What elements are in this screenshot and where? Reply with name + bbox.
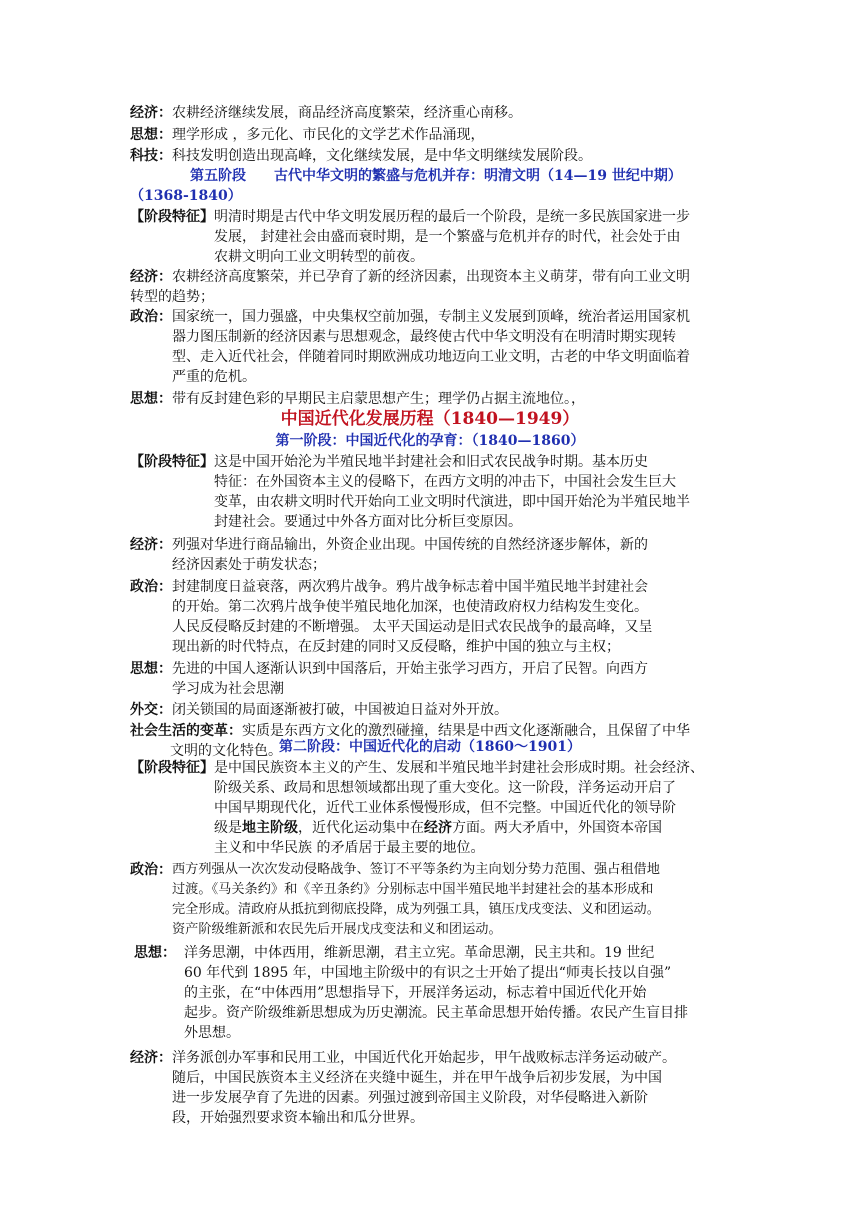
stage2-econ-line: 洋务派创办军事和民用工业，中国近代化开始起步，甲午战败标志洋务运动破产。 [172,1050,676,1066]
stage1-social-line: 实质是东西方文化的激烈碰撞，结果是中西文化逐渐融合，且保留了中华 [242,723,690,739]
stage5-politics-line: 严重的危机。 [172,369,256,385]
stage1-thought-line: 先进的中国人逐渐认识到中国落后，开始主张学习西方，开启了民智。向西方 [172,661,648,677]
stage1-feature-label: 【阶段特征】 [130,454,214,470]
tech-paragraph [130,146,730,166]
stage2-feature-line: 是中国民族资本主义的产生、发展和半殖民地半封建社会形成时期。社会经济、 [214,760,704,776]
stage2-thought-paragraph [134,943,734,1043]
stage2-econ-paragraph [130,1048,730,1128]
econ-paragraph [130,103,730,123]
stage2-feature-text: 级是 [214,820,242,836]
stage5-feature-line: 明清时期是古代中华文明发展历程的最后一个阶段，是统一多民族国家进一步 [214,209,690,225]
stage1-politics-line: 的开始。第二次鸦片战争使半殖民地化加深，也使清政府权力结构发生变化。 [172,599,648,615]
stage2-feature-text: ，近代化运动集中在 [298,820,424,836]
stage5-title: 第五阶段 古代中华文明的繁盛与危机并存：明清文明（14—19 世纪中期） [190,168,682,184]
thought-paragraph [130,125,730,145]
stage5-politics-paragraph [130,307,730,387]
stage1-feature-line: 这是中国开始沦为半殖民地半封建社会和旧式农民战争时期。基本历史 [214,454,648,470]
stage5-thought-label: 思想： [130,391,172,407]
stage5-politics-line: 型、走入近代社会，伴随着同时期欧洲成功地迈向工业文明，古老的中华文明面临着 [172,349,690,365]
stage2-feature-text: 方面。两大矛盾中，外国资本帝国 [452,820,662,836]
stage1-diplomacy-label: 外交： [130,702,172,718]
stage2-politics-line: 过渡。《马关条约》和《辛丑条约》分别标志中国半殖民地半封建社会的基本形成和 [172,882,654,897]
stage1-diplomacy-paragraph [130,700,730,720]
stage2-feature-line: 主义和中华民族 的矛盾居于最主要的地位。 [214,840,485,856]
stage1-econ-line: 列强对华进行商品输出，外资企业出现。中国传统的自然经济逐步解体，新的 [172,537,648,553]
stage2-thought-line: 的主张，在“中体西用”思想指导下，开展洋务运动，标志着中国近代化开始 [184,985,647,1001]
stage5-feature-line: 发展， 封建社会由盛而衰时期，是一个繁盛与危机并存的时代，社会处于由 [214,229,681,245]
stage5-politics-label: 政治： [130,309,172,325]
stage2-politics-line: 资产阶级维新派和农民先后开展戊戌变法和义和团运动。 [172,922,502,937]
stage5-thought-text: 带有反封建色彩的早期民主启蒙思想产生；理学仍占据主流地位。， [172,391,585,407]
stage5-econ-line: 农耕经济高度繁荣，并已孕育了新的经济因素，出现资本主义萌芽，带有向工业文明 [172,269,690,285]
econ-label: 经济： [130,105,172,121]
stage5-econ-paragraph [130,267,730,307]
stage2-thought-label: 思想： [134,945,176,961]
stage2-politics-paragraph [130,860,730,940]
stage1-politics-line: 人民反侵略反封建的不断增强。 太平天国运动是旧式农民战争的最高峰，又呈 [172,619,653,635]
thought-label: 思想： [130,127,172,143]
stage5-econ-line: 转型的趋势； [130,289,214,305]
tech-label: 科技： [130,148,172,164]
stage1-thought-paragraph [130,659,730,699]
stage2-econ-line: 段，开始强烈要求资本输出和瓜分世界。 [172,1110,424,1126]
stage1-thought-label: 思想： [130,661,172,677]
stage2-thought-line: 洋务思潮，中体西用，维新思潮，君主立宪。革命思潮，民主共和。19 世纪 [184,945,655,961]
stage2-thought-line: 60 年代到 1895 年，中国地主阶级中的有识之士开始了提出“师夷长技以自强” [184,965,672,981]
tech-text: 科技发明创造出现高峰，文化继续发展，是中华文明继续发展阶段。 [172,148,592,164]
stage2-thought-line: 起步。资产阶级维新思想成为历史潮流。民主革命思想开始传播。农民产生盲目排 [184,1005,688,1021]
stage1-feature-line: 变革，由农耕文明时代开始向工业文明时代演进，即中国开始沦为半殖民地半 [214,494,690,510]
stage1-politics-line: 封建制度日益衰落，两次鸦片战争。鸦片战争标志着中国半殖民地半封建社会 [172,579,648,595]
stage1-feature-paragraph [130,452,730,532]
stage2-thought-line: 外思想。 [184,1025,240,1041]
modern-title: 中国近代化发展历程（1840—1949） [280,409,580,429]
econ-text: 农耕经济继续发展，商品经济高度繁荣，经济重心南移。 [172,105,522,121]
stage1-title: 第一阶段：中国近代化的孕育：（1840—1860） [275,433,585,449]
stage2-feature-paragraph [130,758,730,858]
stage1-feature-line: 特征：在外国资本主义的侵略下，在西方文明的冲击下，中国社会发生巨大 [214,474,676,490]
stage2-feature-emphasis: 地主阶级 [242,820,298,836]
stage1-social-line: 文明的文化特色。 [170,743,282,759]
stage2-feature-line: 中国早期现代化，近代工业体系慢慢形成，但不完整。中国近代化的领导阶 [214,800,676,816]
stage1-feature-line: 封建社会。要通过中外各方面对比分析巨变原因。 [214,514,522,530]
stage2-econ-line: 进一步发展孕育了先进的因素。列强过渡到帝国主义阶段，对华侵略进入新阶 [172,1090,648,1106]
stage1-econ-label: 经济： [130,537,172,553]
stage2-politics-label: 政治： [130,862,172,878]
stage1-politics-paragraph [130,577,730,657]
stage5-feature-line: 农耕文明向工业文明转型的前夜。 [214,249,424,265]
stage1-econ-line: 经济因素处于萌发状态； [172,557,326,573]
stage2-feature-line-4 [214,818,704,838]
stage5-politics-line: 器力图压制新的经济因素与思想观念，最终使古代中华文明没有在明清时期实现转 [172,329,676,345]
stage1-thought-line: 学习成为社会思潮 [172,681,284,697]
stage1-econ-paragraph [130,535,730,575]
thought-text: 理学形成 ，多元化、市民化的文学艺术作品涌现， [172,127,485,143]
stage5-feature-label: 【阶段特征】 [130,209,214,225]
stage2-econ-label: 经济： [130,1050,172,1066]
stage2-econ-line: 随后，中国民族资本主义经济在夹缝中诞生，并在甲午战争后初步发展，为中国 [172,1070,662,1086]
stage2-feature-emphasis: 经济 [424,820,452,836]
stage1-diplomacy-text: 闭关锁国的局面逐渐被打破，中国被迫日益对外开放。 [172,702,508,718]
stage2-feature-label: 【阶段特征】 [130,760,214,776]
stage2-politics-line: 西方列强从一次次发动侵略战争、签订不平等条约为主向划分势力范围、强占租借地 [172,862,660,877]
stage1-politics-label: 政治： [130,579,172,595]
stage1-politics-line: 现出新的时代特点，在反封建的同时又反侵略，维护中国的独立与主权； [172,639,620,655]
stage1-social-label: 社会生活的变革： [130,723,242,739]
stage2-politics-line: 完全形成。清政府从抵抗到彻底投降，成为列强工具，镇压戊戌变法、义和团运动。 [172,902,660,917]
stage5-politics-line: 国家统一，国力强盛，中央集权空前加强，专制主义发展到顶峰，统治者运用国家机 [172,309,690,325]
stage5-feature-paragraph [130,207,730,267]
stage5-econ-label: 经济： [130,269,172,285]
stage2-feature-line: 阶级关系、政局和思想领域都出现了重大变化。这一阶段，洋务运动开启了 [214,780,676,796]
stage2-title: 第二阶段：中国近代化的启动（1860～1901） [279,739,581,755]
stage5-dates: （1368-1840） [130,188,242,204]
